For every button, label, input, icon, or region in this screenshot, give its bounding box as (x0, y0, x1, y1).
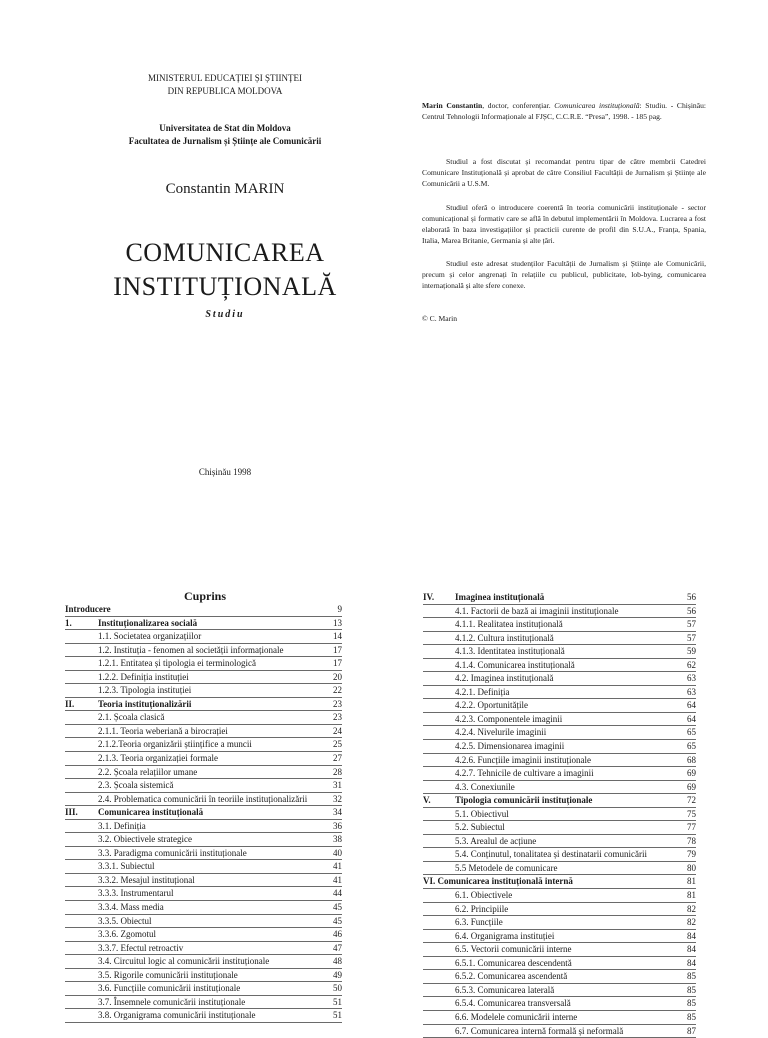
toc-entry-number: II. (65, 698, 74, 711)
toc-entry-title: 5.3. Arealul de acțiune (455, 835, 536, 848)
book-subtitle: Studiu (60, 309, 390, 320)
toc-entry-title: 4.1. Factorii de bază ai imaginii instituționale (455, 605, 618, 618)
toc-entry (65, 793, 342, 807)
toc-entry (65, 996, 342, 1010)
toc-entry-page: 81 (687, 875, 696, 888)
toc-entry-title: 6.3. Funcțiile (455, 916, 503, 929)
toc-entry (65, 644, 342, 658)
audience-paragraph: Studiul este adresat studenților Facultății de Jurnalism și Științe ale Comunicării, precum și celor angrenați în relațiile cu publicul, publicitate, lob-bying, comunicarea internațională și alte sfere conexe. (422, 258, 706, 291)
toc-entry-page: 25 (333, 738, 342, 751)
toc-entry (65, 887, 342, 901)
toc-entry-page: 38 (333, 833, 342, 846)
toc-entry-page: 85 (687, 970, 696, 983)
toc-entry (65, 1009, 342, 1023)
toc-entry (65, 738, 342, 752)
book-title-line-2: INSTITUȚIONALĂ (60, 270, 390, 304)
toc-entry-page: 84 (687, 930, 696, 943)
toc-entry-page: 56 (687, 591, 696, 604)
toc-entry-title: 4.2.6. Funcțiile imaginii instituționale (455, 754, 591, 767)
book-title-line-1: COMUNICAREA (60, 236, 390, 270)
toc-entry (423, 713, 696, 727)
copyright-notice: © C. Marin (422, 313, 706, 324)
toc-entry-page: 68 (687, 754, 696, 767)
toc-entry-page: 50 (333, 982, 342, 995)
ministry-line-2: DIN REPUBLICA MOLDOVA (60, 85, 390, 98)
toc-entry (423, 794, 696, 808)
toc-entry-title: 4.1.1. Realitatea instituțională (455, 618, 563, 631)
toc-entry-title: 3.6. Funcțiile comunicării instituționale (98, 982, 240, 995)
book-title (60, 236, 390, 304)
toc-entry-page: 64 (687, 713, 696, 726)
toc-entry-title: 6.5.4. Comunicarea transversală (455, 997, 571, 1010)
toc-entry (423, 970, 696, 984)
toc-entry (423, 699, 696, 713)
toc-entry (423, 930, 696, 944)
toc-entry (423, 659, 696, 673)
ministry-line-1: MINISTERUL EDUCAȚIEI ȘI ȘTIINȚEI (60, 72, 390, 85)
toc-entry-title: 1.2.1. Entitatea și tipologia ei terminologică (98, 657, 256, 670)
toc-entry-page: 78 (687, 835, 696, 848)
toc-entry-title: 3.3.7. Efectul retroactiv (98, 942, 183, 955)
toc-entry-title: 1.2.2. Definiția instituției (98, 671, 189, 684)
toc-entry-page: 31 (333, 779, 342, 792)
toc-entry (423, 848, 696, 862)
toc-entry-title: 3.5. Rigorile comunicării instituționale (98, 969, 238, 982)
toc-entry (423, 605, 696, 619)
toc-entry (423, 997, 696, 1011)
toc-entry-title: 2.4. Problematica comunicării în teoriile instituționalizării (98, 793, 307, 806)
toc-left-column (65, 603, 342, 1023)
place-year: Chișinău 1998 (60, 467, 390, 477)
toc-entry (423, 1025, 696, 1038)
toc-entry (65, 671, 342, 685)
toc-entry (423, 591, 696, 605)
toc-entry-page: 63 (687, 672, 696, 685)
toc-entry (65, 617, 342, 631)
toc-entry-page: 65 (687, 740, 696, 753)
toc-entry-title: 6.5.3. Comunicarea laterală (455, 984, 554, 997)
toc-entry-title: 3.3.4. Mass media (98, 901, 164, 914)
toc-entry-page: 85 (687, 997, 696, 1010)
toc-entry-number: V. (423, 794, 431, 807)
toc-entry (65, 725, 342, 739)
toc-entry-page: 85 (687, 984, 696, 997)
toc-entry (65, 955, 342, 969)
toc-entry-title: 1.2.3. Tipologia instituției (98, 684, 191, 697)
toc-entry (65, 698, 342, 712)
toc-entry (423, 835, 696, 849)
toc-entry (65, 684, 342, 698)
toc-entry-title: 6.7. Comunicarea internă formală și neformală (455, 1025, 623, 1038)
toc-entry-page: 62 (687, 659, 696, 672)
toc-entry-number: 1. (65, 617, 72, 630)
toc-entry-title: Comunicarea instituțională (98, 806, 203, 819)
toc-entry-title: 6.5. Vectorii comunicării interne (455, 943, 572, 956)
toc-entry-page: 57 (687, 618, 696, 631)
toc-entry-number: III. (65, 806, 78, 819)
toc-entry (423, 862, 696, 876)
toc-entry-page: 79 (687, 848, 696, 861)
toc-entry (423, 903, 696, 917)
toc-entry-page: 44 (333, 887, 342, 900)
toc-entry (65, 874, 342, 888)
toc-entry-page: 77 (687, 821, 696, 834)
toc-entry-page: 57 (687, 632, 696, 645)
toc-entry-title: Imaginea instituțională (455, 591, 544, 604)
toc-entry (65, 603, 342, 617)
toc-entry-page: 9 (338, 603, 343, 616)
toc-entry (423, 943, 696, 957)
toc-entry-page: 64 (687, 699, 696, 712)
toc-entry-title: 3.3.6. Zgomotul (98, 928, 156, 941)
toc-entry-page: 27 (333, 752, 342, 765)
toc-entry-page: 81 (687, 889, 696, 902)
toc-entry-page: 41 (333, 874, 342, 887)
toc-entry-title: Tipologia comunicării instituționale (455, 794, 592, 807)
toc-entry (65, 847, 342, 861)
toc-entry-page: 51 (333, 996, 342, 1009)
toc-entry (423, 645, 696, 659)
toc-entry-page: 87 (687, 1025, 696, 1038)
toc-entry (65, 928, 342, 942)
toc-entry (423, 875, 696, 889)
toc-heading: Cuprins (60, 589, 350, 604)
toc-entry-title: 6.6. Modelele comunicării interne (455, 1011, 577, 1024)
toc-entry-title: 4.2.4. Nivelurile imaginii (455, 726, 546, 739)
toc-entry (423, 821, 696, 835)
toc-entry-page: 28 (333, 766, 342, 779)
toc-entry-title: 2.3. Școala sistemică (98, 779, 173, 792)
citation-title: Comunicarea instituțională (554, 101, 639, 110)
toc-entry-title: 2.1.1. Teoria weberiană a birocrației (98, 725, 228, 738)
toc-entry-title: 4.2.7. Tehnicile de cultivare a imaginii (455, 767, 594, 780)
toc-entry-page: 48 (333, 955, 342, 968)
toc-entry-page: 17 (333, 644, 342, 657)
toc-entry-page: 85 (687, 1011, 696, 1024)
ministry-heading (60, 72, 390, 98)
toc-entry (65, 779, 342, 793)
toc-entry-title: 4.2. Imaginea instituțională (455, 672, 553, 685)
toc-entry-page: 40 (333, 847, 342, 860)
toc-entry-page: 49 (333, 969, 342, 982)
toc-entry-title: 3.3.3. Instrumentarul (98, 887, 174, 900)
toc-entry-title: 3.3.1. Subiectul (98, 860, 155, 873)
toc-entry (423, 740, 696, 754)
toc-entry-page: 41 (333, 860, 342, 873)
toc-entry-page: 51 (333, 1009, 342, 1022)
toc-entry-page: 32 (333, 793, 342, 806)
toc-entry-title: 4.1.3. Identitatea instituțională (455, 645, 565, 658)
toc-entry (423, 957, 696, 971)
toc-entry-page: 80 (687, 862, 696, 875)
toc-entry-page: 36 (333, 820, 342, 833)
citation-author: Marin Constantin (422, 101, 482, 110)
toc-entry (65, 766, 342, 780)
toc-entry-title: 4.2.5. Dimensionarea imaginii (455, 740, 564, 753)
author-name: Constantin MARIN (60, 181, 390, 198)
institution-heading (60, 122, 390, 148)
toc-entry (423, 672, 696, 686)
toc-entry-title: 3.7. Însemnele comunicării instituționale (98, 996, 245, 1009)
toc-entry-title: 4.1.4. Comunicarea instituțională (455, 659, 575, 672)
toc-entry-title: 4.2.1. Definiția (455, 686, 510, 699)
toc-entry-page: 75 (687, 808, 696, 821)
toc-entry-page: 46 (333, 928, 342, 941)
citation-rest: : Studiu. - Chișinău: Centrul Tehnologii Informaționale al FJȘC, C.C.R.E. “Presa”, 1998. - 185 pag. (422, 101, 706, 121)
faculty-name: Facultatea de Jurnalism și Științe ale Comunicării (60, 135, 390, 148)
toc-entry-page: 84 (687, 957, 696, 970)
toc-entry (65, 942, 342, 956)
toc-entry-page: 23 (333, 711, 342, 724)
toc-entry-title: 3.2. Obiectivele strategice (98, 833, 192, 846)
toc-entry-page: 69 (687, 767, 696, 780)
toc-entry-page: 47 (333, 942, 342, 955)
toc-entry (65, 657, 342, 671)
abstract-paragraph: Studiul oferă o introducere coerentă în teoria comunicării instituționale - sector comunicațional și formativ care se află în debutul implementării în Moldova. Lucrarea a fost elaborată în baza investigațiilor și practicii curente de profil din S.U.A., Franța, Spania, Italia, Marea Britanie, Germania și alte țări. (422, 202, 706, 246)
university-name: Universitatea de Stat din Moldova (60, 122, 390, 135)
approval-paragraph: Studiul a fost discutat și recomandat pentru tipar de către membrii Catedrei Comunicare Instituțională și aprobat de către Consiliul Facultății de Jurnalism și Științe ale Comunicării a U.S.M. (422, 156, 706, 189)
toc-entry-page: 13 (333, 617, 342, 630)
toc-entry-title: 1.1. Societatea organizațiilor (98, 630, 201, 643)
toc-entry (423, 808, 696, 822)
toc-entry (423, 1011, 696, 1025)
toc-entry-title: 6.1. Obiectivele (455, 889, 512, 902)
toc-entry (423, 618, 696, 632)
toc-entry-number: IV. (423, 591, 434, 604)
toc-entry (65, 833, 342, 847)
toc-entry (65, 820, 342, 834)
toc-entry-page: 59 (687, 645, 696, 658)
toc-entry (65, 915, 342, 929)
toc-entry-title: 3.3.2. Mesajul instituțional (98, 874, 195, 887)
toc-entry-title: 2.1.2.Teoria organizării științifice a muncii (98, 738, 252, 751)
toc-entry (65, 969, 342, 983)
toc-entry-number: Introducere (65, 603, 111, 616)
toc-entry (65, 901, 342, 915)
toc-entry-title: 5.5 Metodele de comunicare (455, 862, 557, 875)
toc-entry-page: 65 (687, 726, 696, 739)
toc-entry (423, 632, 696, 646)
toc-entry-page: 82 (687, 916, 696, 929)
toc-entry (423, 889, 696, 903)
toc-entry (423, 781, 696, 795)
toc-entry-number: VI. Comunicarea instituțională internă (423, 875, 573, 888)
toc-entry-title: Instituționalizarea socială (98, 617, 197, 630)
toc-entry-title: 2.1.3. Teoria organizației formale (98, 752, 218, 765)
toc-entry-title: Teoria instituționalizării (98, 698, 191, 711)
toc-entry-title: 2.2. Școala relațiilor umane (98, 766, 197, 779)
toc-entry (423, 726, 696, 740)
toc-entry-title: 3.3. Paradigma comunicării instituționale (98, 847, 247, 860)
toc-entry-page: 72 (687, 794, 696, 807)
toc-entry-page: 69 (687, 781, 696, 794)
toc-entry-page: 82 (687, 903, 696, 916)
toc-entry-title: 6.5.1. Comunicarea descendentă (455, 957, 572, 970)
toc-entry-page: 56 (687, 605, 696, 618)
toc-entry-title: 4.3. Conexiunile (455, 781, 515, 794)
toc-entry-page: 22 (333, 684, 342, 697)
toc-entry (65, 752, 342, 766)
toc-entry (423, 916, 696, 930)
toc-entry-page: 84 (687, 943, 696, 956)
toc-entry-page: 20 (333, 671, 342, 684)
toc-entry (65, 711, 342, 725)
toc-entry (423, 767, 696, 781)
toc-entry-title: 4.2.2. Oportunitățile (455, 699, 528, 712)
toc-entry-page: 17 (333, 657, 342, 670)
toc-entry-title: 3.3.5. Obiectul (98, 915, 152, 928)
toc-entry (423, 754, 696, 768)
toc-entry-page: 45 (333, 915, 342, 928)
citation-role: , doctor, conferențiar. (482, 101, 554, 110)
toc-entry (65, 630, 342, 644)
toc-entry-title: 5.1. Obiectivul (455, 808, 509, 821)
toc-entry-page: 34 (333, 806, 342, 819)
toc-entry (65, 860, 342, 874)
toc-entry-title: 4.2.3. Componentele imaginii (455, 713, 562, 726)
toc-entry-page: 45 (333, 901, 342, 914)
toc-entry (65, 982, 342, 996)
toc-entry-page: 14 (333, 630, 342, 643)
toc-entry-page: 24 (333, 725, 342, 738)
toc-entry-title: 5.4. Conținutul, tonalitatea și destinatarii comunicării (455, 848, 647, 861)
toc-entry-title: 3.1. Definiția (98, 820, 146, 833)
toc-entry (423, 686, 696, 700)
toc-right-column (423, 591, 696, 1038)
toc-entry-page: 23 (333, 698, 342, 711)
toc-entry-title: 6.2. Principiile (455, 903, 508, 916)
toc-entry-title: 3.8. Organigrama comunicării instituționale (98, 1009, 256, 1022)
toc-entry-page: 63 (687, 686, 696, 699)
toc-entry (65, 806, 342, 820)
toc-entry-title: 6.5.2. Comunicarea ascendentă (455, 970, 567, 983)
bibliographic-citation (422, 100, 706, 122)
toc-entry-title: 3.4. Circuitul logic al comunicării instituționale (98, 955, 269, 968)
toc-entry-title: 5.2. Subiectul (455, 821, 505, 834)
toc-entry-title: 4.1.2. Cultura instituțională (455, 632, 554, 645)
toc-entry-title: 6.4. Organigrama instituției (455, 930, 554, 943)
toc-entry (423, 984, 696, 998)
toc-entry-title: 2.1. Școala clasică (98, 711, 164, 724)
toc-entry-title: 1.2. Instituția - fenomen al societății informaționale (98, 644, 283, 657)
